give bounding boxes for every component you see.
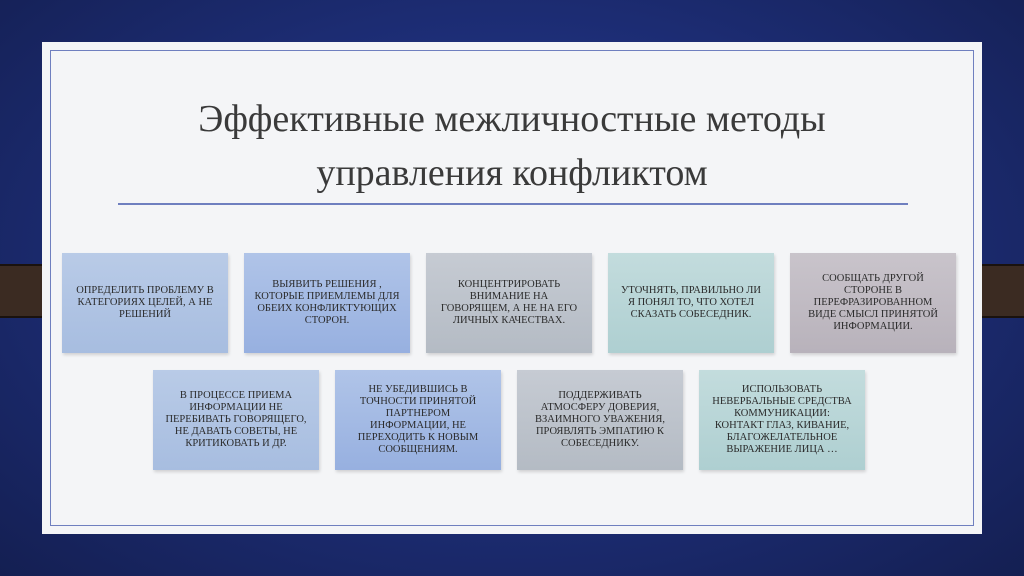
title-underline xyxy=(118,203,908,205)
method-box-trust-atmosphere: ПОДДЕРЖИВАТЬ АТМОСФЕРУ ДОВЕРИЯ, ВЗАИМНОГО УВАЖЕНИЯ, ПРОЯВЛЯТЬ ЭМПАТИЮ К СОБЕСЕДНИКУ. xyxy=(517,370,683,470)
method-box-verify-understanding: НЕ УБЕДИВШИСЬ В ТОЧНОСТИ ПРИНЯТОЙ ПАРТНЕРОМ ИНФОРМАЦИИ, НЕ ПЕРЕХОДИТЬ К НОВЫМ СООБЩЕНИЯМ. xyxy=(335,370,501,470)
title-line-1: Эффективные межличностные методы xyxy=(198,98,826,140)
method-box-nonverbal: ИСПОЛЬЗОВАТЬ НЕВЕРБАЛЬНЫЕ СРЕДСТВА КОММУНИКАЦИИ: КОНТАКТ ГЛАЗ, КИВАНИЕ, БЛАГОЖЕЛАТЕЛЬНОЕ ВЫРАЖЕНИЕ ЛИЦА … xyxy=(699,370,865,470)
method-box-focus-on-speaker: КОНЦЕНТРИРОВАТЬ ВНИМАНИЕ НА ГОВОРЯЩЕМ, А НЕ НА ЕГО ЛИЧНЫХ КАЧЕСТВАХ. xyxy=(426,253,592,353)
method-box-do-not-interrupt: В ПРОЦЕССЕ ПРИЕМА ИНФОРМАЦИИ НЕ ПЕРЕБИВАТЬ ГОВОРЯЩЕГО, НЕ ДАВАТЬ СОВЕТЫ, НЕ КРИТИКОВАТЬ И ДР. xyxy=(153,370,319,470)
method-box-clarify: УТОЧНЯТЬ, ПРАВИЛЬНО ЛИ Я ПОНЯЛ ТО, ЧТО ХОТЕЛ СКАЗАТЬ СОБЕСЕДНИК. xyxy=(608,253,774,353)
method-box-define-problem: ОПРЕДЕЛИТЬ ПРОБЛЕМУ В КАТЕГОРИЯХ ЦЕЛЕЙ, А НЕ РЕШЕНИЙ xyxy=(62,253,228,353)
method-box-paraphrase: СООБЩАТЬ ДРУГОЙ СТОРОНЕ В ПЕРЕФРАЗИРОВАННОМ ВИДЕ СМЫСЛ ПРИНЯТОЙ ИНФОРМАЦИИ. xyxy=(790,253,956,353)
title-line-2: управления конфликтом xyxy=(316,152,708,194)
method-box-find-solutions: ВЫЯВИТЬ РЕШЕНИЯ , КОТОРЫЕ ПРИЕМЛЕМЫ ДЛЯ ОБЕИХ КОНФЛИКТУЮЩИХ СТОРОН. xyxy=(244,253,410,353)
slide-title xyxy=(120,92,904,200)
